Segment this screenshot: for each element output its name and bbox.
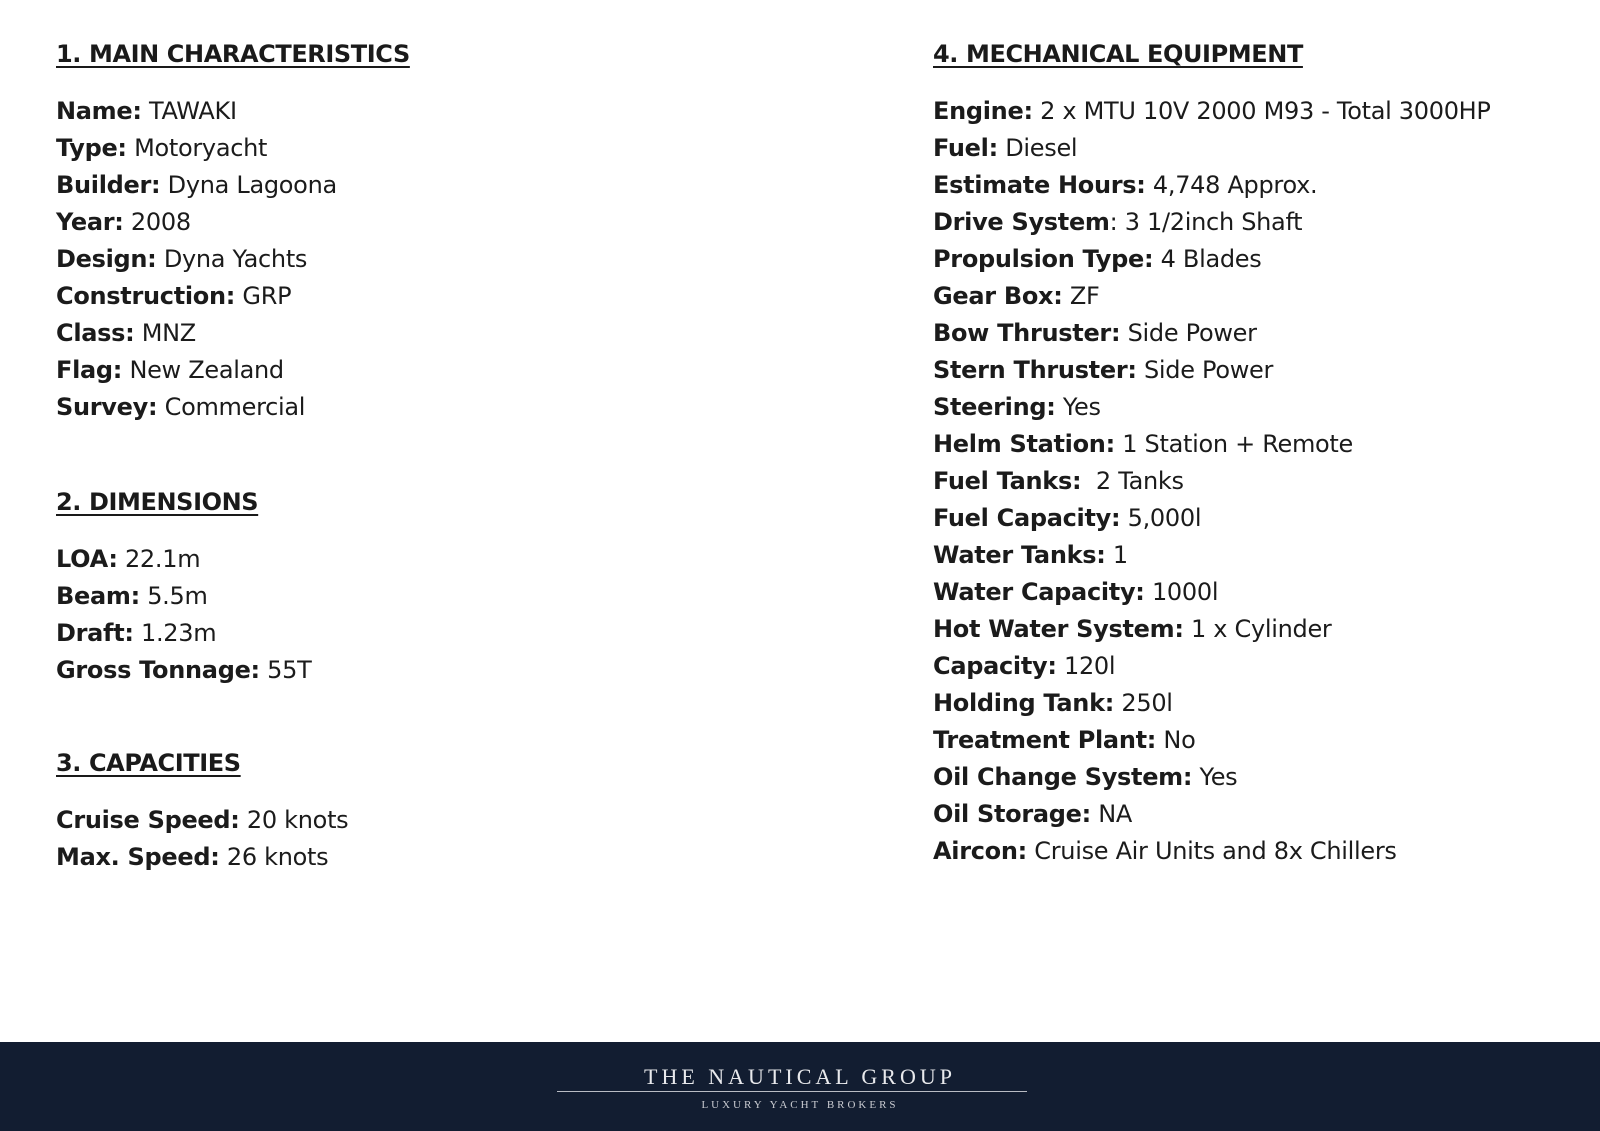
- spec-value: 4,748 Approx.: [1145, 171, 1318, 199]
- spec-row: [56, 802, 856, 839]
- spec-label: Aircon:: [933, 837, 1027, 865]
- spec-row: [933, 167, 1593, 204]
- spec-row: [933, 537, 1593, 574]
- spec-label: Draft:: [56, 619, 134, 647]
- main-characteristics-title: 1. MAIN CHARACTERISTICS: [56, 40, 410, 68]
- spec-label: Design:: [56, 245, 157, 273]
- mechanical-equipment-list: [933, 93, 1593, 870]
- spec-label: Oil Storage:: [933, 800, 1091, 828]
- footer-bar: [0, 1042, 1600, 1131]
- spec-label: Type:: [56, 134, 127, 162]
- spec-value: 55T: [259, 656, 312, 684]
- spec-value: 1 Station + Remote: [1114, 430, 1354, 458]
- spec-row: [933, 500, 1593, 537]
- spec-value: 5.5m: [139, 582, 208, 610]
- spec-value: 26 knots: [219, 843, 329, 871]
- spec-value: GRP: [235, 282, 292, 310]
- mechanical-equipment-title: 4. MECHANICAL EQUIPMENT: [933, 40, 1303, 68]
- spec-row: [933, 833, 1593, 870]
- spec-label: Fuel Capacity:: [933, 504, 1121, 532]
- spec-row: [933, 315, 1593, 352]
- spec-value: No: [1156, 726, 1196, 754]
- main-characteristics-list: [56, 93, 856, 426]
- spec-row: [56, 93, 856, 130]
- right-column: [933, 34, 1593, 870]
- spec-row: [56, 541, 856, 578]
- spec-label: Estimate Hours:: [933, 171, 1146, 199]
- spec-label: Propulsion Type:: [933, 245, 1154, 273]
- spec-value: 1: [1105, 541, 1128, 569]
- dimensions-title: 2. DIMENSIONS: [56, 488, 259, 516]
- spec-value: Yes: [1055, 393, 1101, 421]
- spec-label: Bow Thruster:: [933, 319, 1121, 347]
- spec-value: 20 knots: [239, 806, 349, 834]
- spec-label: Construction:: [56, 282, 236, 310]
- spec-row: [933, 241, 1593, 278]
- spec-row: [56, 578, 856, 615]
- spec-row: [56, 241, 856, 278]
- spec-value: 22.1m: [117, 545, 201, 573]
- spec-row: [56, 130, 856, 167]
- spec-value: Diesel: [997, 134, 1078, 162]
- spec-row: [933, 426, 1593, 463]
- spec-value: New Zealand: [122, 356, 284, 384]
- spec-label: Helm Station:: [933, 430, 1115, 458]
- spec-row: [933, 759, 1593, 796]
- spec-row: [56, 389, 856, 426]
- spec-label: Gear Box:: [933, 282, 1063, 310]
- spec-value: NA: [1090, 800, 1133, 828]
- spec-value: Motoryacht: [126, 134, 268, 162]
- main-characteristics-section: [56, 34, 856, 426]
- spec-value: Side Power: [1136, 356, 1274, 384]
- spec-row: [933, 463, 1593, 500]
- spec-label: Gross Tonnage:: [56, 656, 260, 684]
- spec-row: [56, 352, 856, 389]
- spec-row: [933, 352, 1593, 389]
- spec-row: [933, 389, 1593, 426]
- spec-value: 1.23m: [133, 619, 217, 647]
- spec-value: Cruise Air Units and 8x Chillers: [1026, 837, 1397, 865]
- dimensions-list: [56, 541, 856, 689]
- spec-row: [933, 130, 1593, 167]
- spec-value: 2 x MTU 10V 2000 M93 - Total 3000HP: [1032, 97, 1491, 125]
- spec-value: 5,000l: [1120, 504, 1202, 532]
- spec-label: LOA:: [56, 545, 118, 573]
- spec-value: Commercial: [157, 393, 306, 421]
- spec-label: Cruise Speed:: [56, 806, 240, 834]
- spec-row: [933, 611, 1593, 648]
- brand-tagline: LUXURY YACHT BROKERS: [701, 1099, 899, 1111]
- spec-label: Beam:: [56, 582, 140, 610]
- spec-label: Water Capacity:: [933, 578, 1145, 606]
- spec-label: Steering:: [933, 393, 1056, 421]
- spec-label: Survey:: [56, 393, 158, 421]
- spec-label: Capacity:: [933, 652, 1057, 680]
- spec-row: [56, 167, 856, 204]
- spec-value: 2 Tanks: [1081, 467, 1184, 495]
- spec-label: Stern Thruster:: [933, 356, 1137, 384]
- spec-label: Oil Change System:: [933, 763, 1193, 791]
- spec-row: [933, 574, 1593, 611]
- spec-value: 250l: [1114, 689, 1173, 717]
- spec-value: Side Power: [1120, 319, 1257, 347]
- spec-row: [933, 685, 1593, 722]
- spec-label: Fuel:: [933, 134, 998, 162]
- spec-row: [56, 204, 856, 241]
- spec-value: MNZ: [134, 319, 196, 347]
- spec-label: Year:: [56, 208, 124, 236]
- spec-value: 4 Blades: [1153, 245, 1262, 273]
- spec-row: [933, 648, 1593, 685]
- spec-label: Treatment Plant:: [933, 726, 1157, 754]
- spec-label: Holding Tank:: [933, 689, 1115, 717]
- spec-label: Flag:: [56, 356, 123, 384]
- spec-row: [56, 315, 856, 352]
- spec-row: [933, 722, 1593, 759]
- brand-name: THE NAUTICAL GROUP: [644, 1064, 956, 1089]
- spec-row: [56, 615, 856, 652]
- spec-value: Yes: [1192, 763, 1238, 791]
- spec-label: Water Tanks:: [933, 541, 1106, 569]
- spec-value: Dyna Lagoona: [160, 171, 337, 199]
- spec-label: Engine:: [933, 97, 1033, 125]
- capacities-title: 3. CAPACITIES: [56, 749, 241, 777]
- mechanical-equipment-section: [933, 34, 1593, 870]
- spec-label: Name:: [56, 97, 142, 125]
- spec-label: Hot Water System:: [933, 615, 1184, 643]
- dimensions-section: [56, 482, 856, 689]
- spec-value: : 3 1/2inch Shaft: [1109, 208, 1303, 236]
- spec-label: Class:: [56, 319, 135, 347]
- spec-value: 120l: [1056, 652, 1116, 680]
- spec-value: TAWAKI: [141, 97, 237, 125]
- spec-value: ZF: [1062, 282, 1100, 310]
- spec-row: [56, 839, 856, 876]
- left-column: [56, 34, 856, 876]
- spec-row: [933, 93, 1593, 130]
- spec-row: [56, 278, 856, 315]
- spec-value: Dyna Yachts: [156, 245, 308, 273]
- capacities-list: [56, 802, 856, 876]
- spec-value: 1 x Cylinder: [1183, 615, 1332, 643]
- spec-row: [933, 278, 1593, 315]
- spec-label: Drive System: [933, 208, 1110, 236]
- spec-row: [933, 796, 1593, 833]
- brand-divider: [557, 1091, 1027, 1092]
- spec-value: 2008: [123, 208, 191, 236]
- spec-label: Fuel Tanks:: [933, 467, 1082, 495]
- spec-label: Builder:: [56, 171, 161, 199]
- spec-row: [933, 204, 1593, 241]
- capacities-section: [56, 743, 856, 876]
- spec-value: 1000l: [1144, 578, 1219, 606]
- spec-label: Max. Speed:: [56, 843, 220, 871]
- spec-row: [56, 652, 856, 689]
